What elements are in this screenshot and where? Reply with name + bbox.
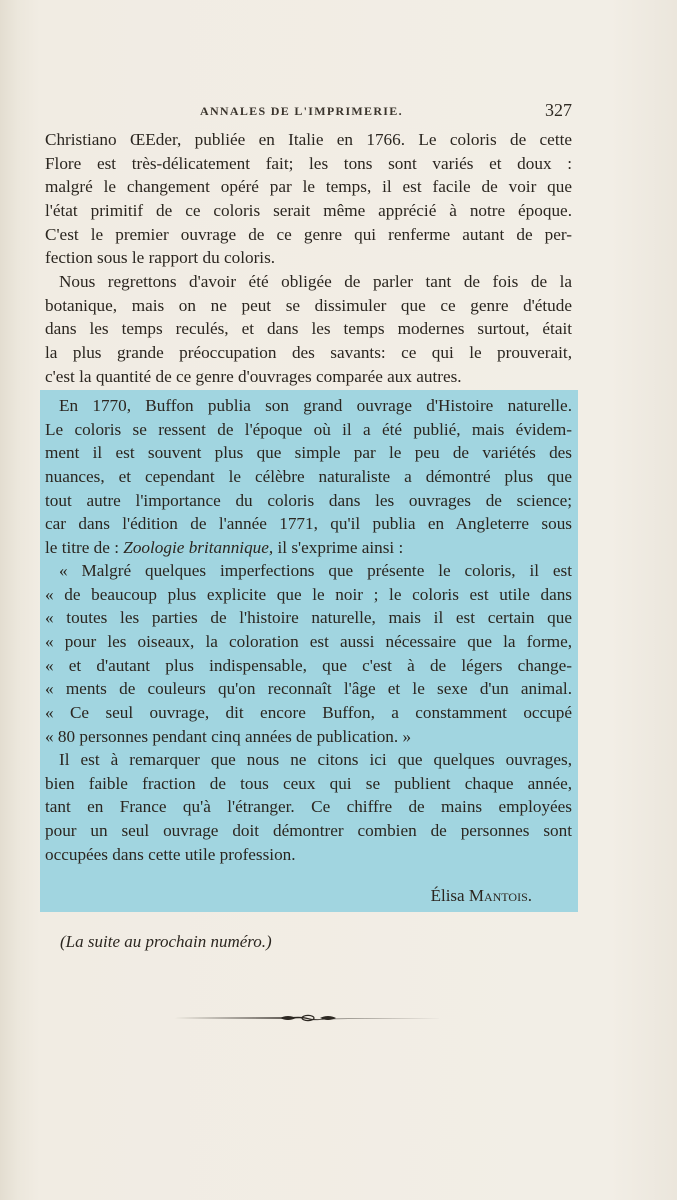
quote-line: « toutes les parties de l'histoire naturelle, mais il est certain que <box>45 608 572 628</box>
quote-line: « de beaucoup plus explicite que le noir ; le coloris est utile dans <box>45 584 572 604</box>
paragraph-3 <box>45 394 572 560</box>
paren-close: ) <box>266 932 272 951</box>
book-title: Zoologie britannique, <box>123 538 274 558</box>
text-line: l'état primitif de ce coloris serait même apprécié à notre époque. <box>45 201 572 221</box>
text-line: En 1770, Buffon publia son grand ouvrage d'Histoire naturelle. <box>59 396 572 415</box>
paragraph-1 <box>45 128 572 270</box>
page-number: 327 <box>545 100 572 120</box>
continued-note <box>60 932 272 952</box>
text-line: c'est la quantité de ce genre d'ouvrages comparée aux autres. <box>45 366 462 386</box>
text-line: nuances, et cependant le célèbre naturaliste a démontré plus que <box>45 467 572 487</box>
quote-line: « Ce seul ouvrage, dit encore Buffon, a constamment occupé <box>45 703 572 723</box>
author-first-name: Élisa <box>430 886 465 905</box>
paren-open: ( <box>60 932 66 951</box>
quote-line: « et d'autant plus indispensable, que c'est à de légers change- <box>45 655 572 675</box>
paragraph-2 <box>45 270 572 388</box>
text-line: Christiano ŒEder, publiée en Italie en 1766. Le coloris de cette <box>45 130 572 149</box>
quote-line: « 80 personnes pendant cinq années de publication. » <box>45 726 412 746</box>
continued-text: La suite au prochain numéro. <box>65 932 267 951</box>
running-title: ANNALES DE L'IMPRIMERIE. <box>200 104 403 118</box>
text-line: bien faible fraction de tous ceux qui se publient chaque année, <box>45 773 572 793</box>
paragraph-4 <box>45 748 572 866</box>
text-line: car dans l'édition de l'année 1771, qu'il publia en Angleterre sous <box>45 514 572 534</box>
text-line: la plus grande préoccupation des savants: ce qui le prouverait, <box>45 343 572 363</box>
text-fragment: il s'exprime ainsi : <box>273 538 404 558</box>
text-line: fection sous le rapport du coloris. <box>45 248 276 268</box>
text-line: pour un seul ouvrage doit démontrer combien de personnes sont <box>45 821 572 841</box>
text-line: Il est à remarquer que nous ne citons ici que quelques ouvrages, <box>59 750 572 769</box>
text-line: malgré le changement opéré par le temps, il est facile de voir que <box>45 177 572 197</box>
text-line: dans les temps reculés, et dans les temps modernes surtout, était <box>45 319 572 339</box>
text-fragment: le titre de : <box>45 538 124 558</box>
text-line: Le coloris se ressent de l'époque où il a été publié, mais évidem- <box>45 419 572 439</box>
text-line: occupées dans cette utile profession. <box>45 844 296 864</box>
end-ornament-icon <box>170 1010 446 1026</box>
text-line: botanique, mais on ne peut se dissimuler que ce genre d'étude <box>45 295 572 315</box>
quote-line: « Malgré quelques imperfections que présente le coloris, il est <box>59 561 572 580</box>
text-line: tout autre l'importance du coloris dans les ouvrages de science; <box>45 490 572 510</box>
quote-line: « pour les oiseaux, la coloration est aussi nécessaire que la forme, <box>45 632 572 652</box>
text-line: Flore est très-délicatement fait; les tons sont variés et doux : <box>45 153 572 173</box>
buffon-quote <box>45 559 572 749</box>
author-last-name: Mantois. <box>468 886 532 905</box>
text-line: Nous regrettons d'avoir été obligée de parler tant de fois de la <box>59 272 572 291</box>
text-line: C'est le premier ouvrage de ce genre qui renferme autant de per- <box>45 224 572 244</box>
author-signature <box>45 886 532 906</box>
quote-line: « ments de couleurs qu'on reconnaît l'âge et le sexe d'un animal. <box>45 679 572 699</box>
text-line: tant en France qu'à l'étranger. Ce chiffre de mains employées <box>45 797 572 817</box>
text-line <box>45 536 572 560</box>
text-line: ment il est souvent plus que simple par le peu de variétés des <box>45 443 572 463</box>
page-header <box>45 100 572 124</box>
